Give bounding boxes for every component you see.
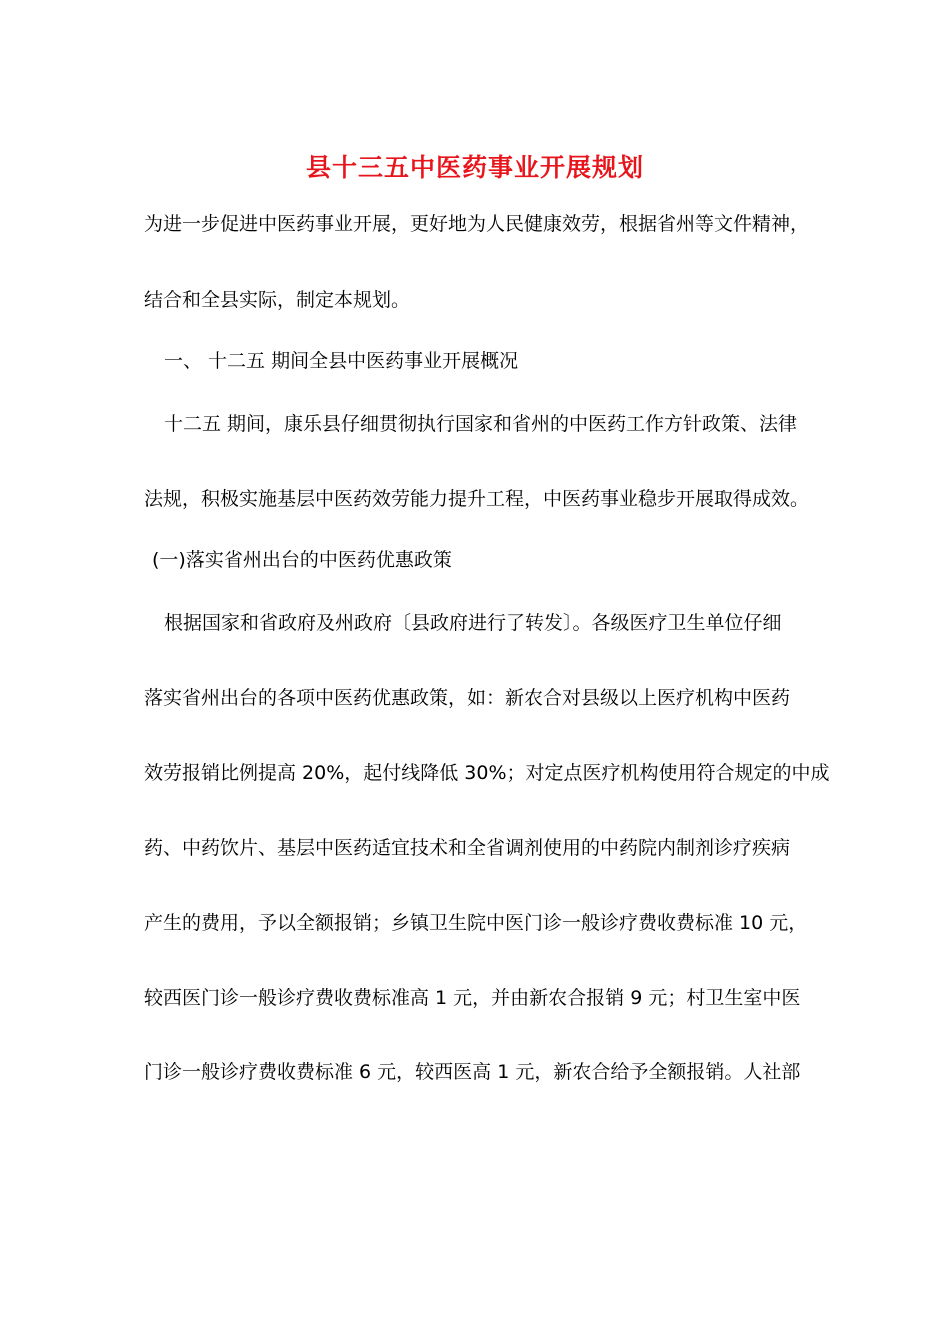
paragraph-line: 较西医门诊一般诊疗费收费标准高 1 元，并由新农合报销 9 元；村卫生室中医 [144, 987, 801, 1009]
paragraph-line: 产生的费用，予以全额报销；乡镇卫生院中医门诊一般诊疗费收费标准 10 元， [144, 912, 808, 934]
document-title: 县十三五中医药事业开展规划 [305, 153, 644, 182]
paragraph-line: 效劳报销比例提高 20%，起付线降低 30%；对定点医疗机构使用符合规定的中成 [144, 762, 830, 784]
paragraph-line: 结合和全县实际，制定本规划。 [144, 289, 411, 311]
paragraph-line: 药、中药饮片、基层中医药适宜技术和全省调剂使用的中药院内制剂诊疗疾病 [144, 837, 791, 859]
subsection-heading: (一)落实省州出台的中医药优惠政策 [152, 549, 452, 571]
section-heading: 一、 十二五 期间全县中医药事业开展概况 [164, 350, 519, 372]
paragraph-line: 根据国家和省政府及州政府〔县政府进行了转发〕。各级医疗卫生单位仔细 [164, 612, 782, 634]
paragraph-line: 落实省州出台的各项中医药优惠政策，如：新农合对县级以上医疗机构中医药 [144, 687, 791, 709]
paragraph-line: 门诊一般诊疗费收费标准 6 元，较西医高 1 元，新农合给予全额报销。人社部 [144, 1061, 801, 1083]
paragraph-line: 法规，积极实施基层中医药效劳能力提升工程，中医药事业稳步开展取得成效。 [144, 488, 810, 510]
paragraph-line: 十二五 期间，康乐县仔细贯彻执行国家和省州的中医药工作方针政策、法律 [164, 413, 798, 435]
paragraph-line: 为进一步促进中医药事业开展，更好地为人民健康效劳，根据省州等文件精神， [144, 213, 810, 235]
